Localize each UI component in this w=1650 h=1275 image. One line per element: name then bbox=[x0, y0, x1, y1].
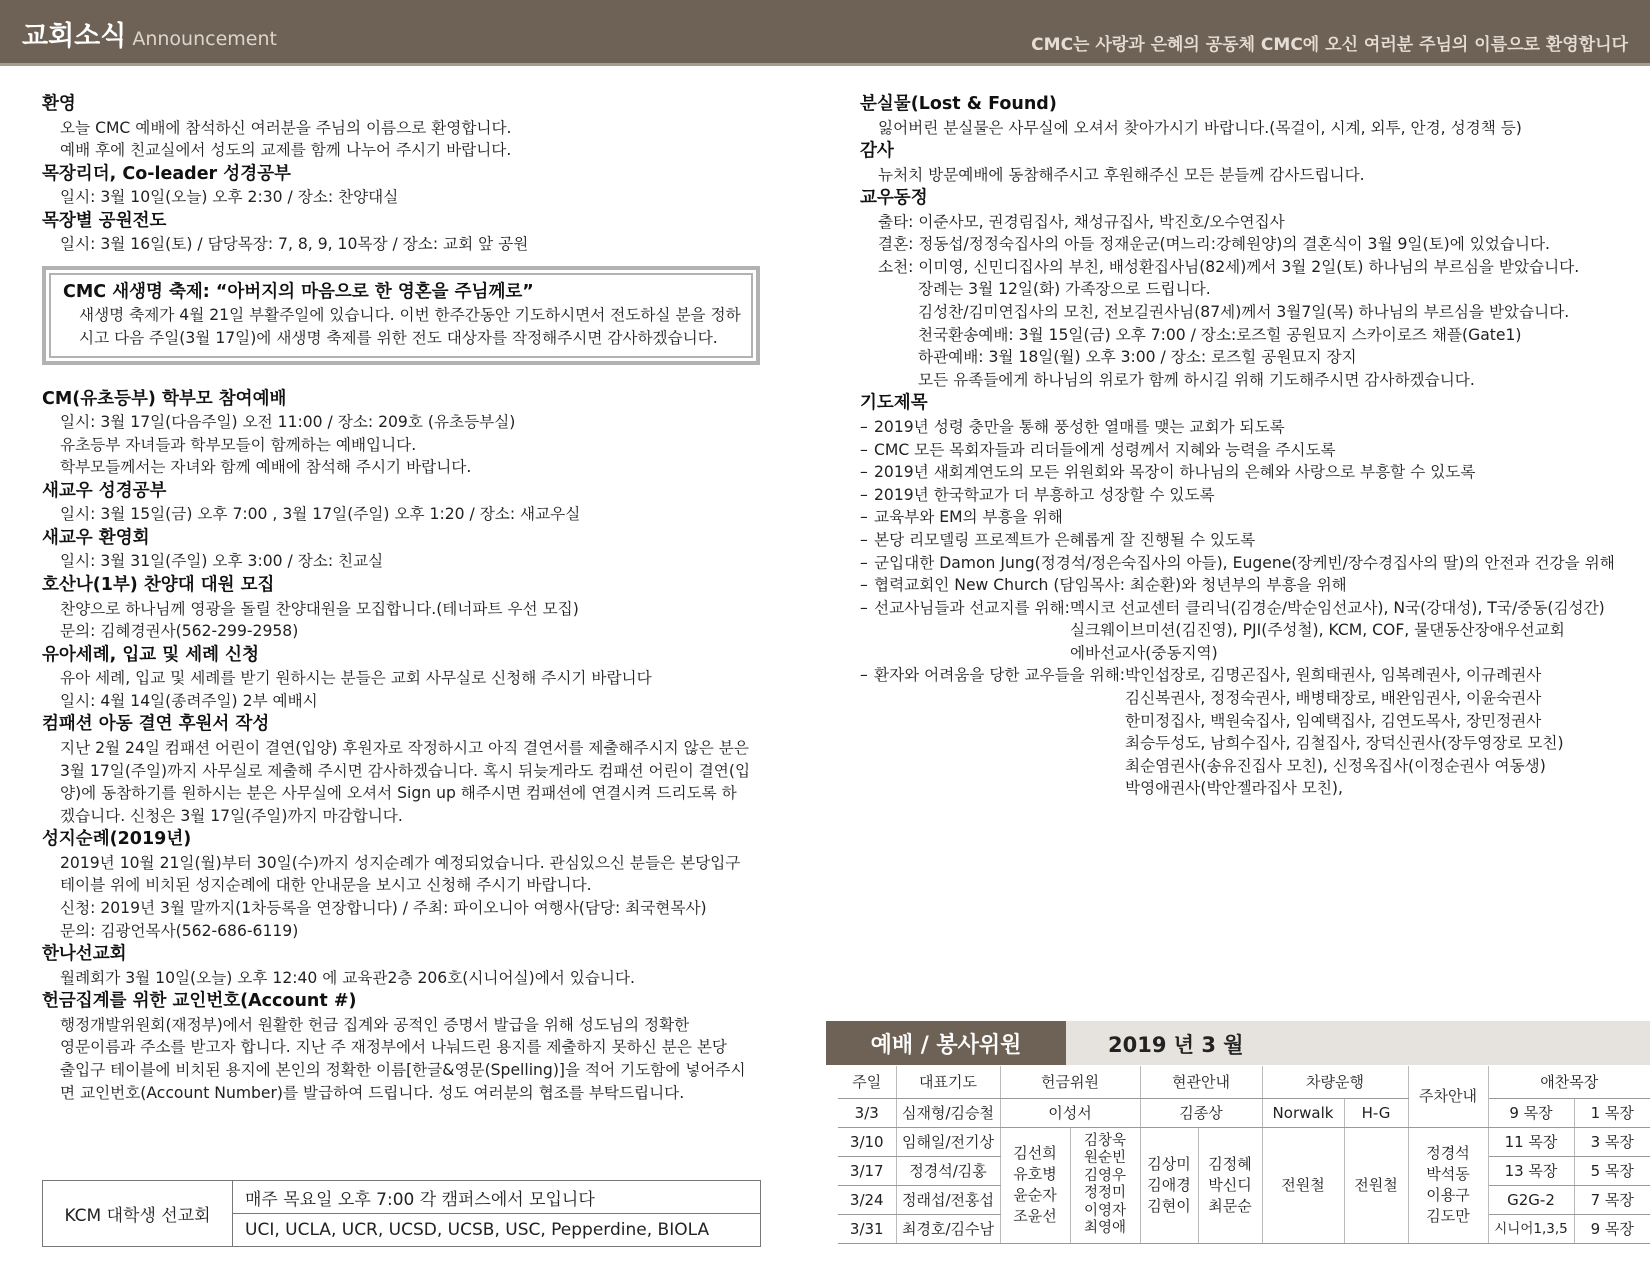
prayer-missions: – 선교사님들과 선교지를 위해: 멕시코 선교센터 클리닉(김경순/박순임선교사), N국(강대성), T국/중동(김성간) 실크웨이브미션(김진영), PJI(주성철), KCM, COF, 물댄동산장애우선교회 에바선교사(중동지역) bbox=[860, 597, 1620, 665]
prayer-item: – CMC 모든 목회자들과 리더들에게 성령께서 지혜와 능력을 주시도록 bbox=[860, 440, 1336, 459]
news-line: 소천: 이미영, 신민디집사의 부친, 배성환집사님(82세)께서 3월 2일(토) 하나님의 부르심을 받았습니다. bbox=[878, 257, 1580, 276]
choir-line: 문의: 김혜경권사(562-299-2958) bbox=[60, 622, 299, 641]
prayer-item: – 본당 리모델링 프로젝트가 은혜롭게 잘 진행될 수 있도록 bbox=[860, 530, 1256, 549]
patients-line: 최순염권사(송유진집사 모친), 신정옥집사(이정순권사 여동생) bbox=[1125, 756, 1546, 775]
news-subline: 하관예배: 3월 18일(월) 오후 3:00 / 장소: 로즈힐 공원묘지 장지 bbox=[918, 348, 1357, 367]
festival-text: 새생명 축제가 4월 21일 부활주일에 있습니다. 이번 한주간동안 기도하시면서 전도하실 분을 정하시고 다음 주일(3월 17일)에 새생명 축제를 위한 전도 대상자를 작정해주시면 감사하겠습니다. bbox=[79, 306, 741, 347]
service-table bbox=[838, 1066, 1650, 1244]
compassion-line: 양)에 동참하기를 원하시는 분은 사무실에 오셔서 Sign up 해주시면 컴패션에 연결시켜 드리도록 하 bbox=[60, 784, 737, 803]
compassion-heading: 컴패션 아동 결연 후원서 작성 bbox=[42, 714, 270, 735]
kcm-schedule: 매주 목요일 오후 7:00 각 캠퍼스에서 모입니다 bbox=[233, 1181, 760, 1214]
col-offering: 헌금위원 bbox=[1000, 1066, 1140, 1098]
row-date: 3/17 bbox=[838, 1156, 896, 1185]
patients-label: 환자와 어려움을 당한 교우들을 위해: bbox=[874, 666, 1126, 685]
account-heading: 헌금집계를 위한 교인번호(Account #) bbox=[42, 991, 357, 1012]
lost-line: 잃어버린 분실물은 사무실에 오셔서 찾아가시기 바랍니다.(목걸이, 시계, 외투, 안경, 성경책 등) bbox=[878, 118, 1522, 137]
news-subline: 장례는 3월 12일(화) 가족장으로 드립니다. bbox=[918, 280, 1211, 299]
missions-line: 멕시코 선교센터 클리닉(김경순/박순임선교사), N국(강대성), T국/중동(김성간) bbox=[1069, 598, 1605, 617]
row-prayer: 임해일/전기상 bbox=[896, 1127, 1000, 1156]
row-offering: 이성서 bbox=[1000, 1098, 1140, 1127]
park-line: 일시: 3월 16일(토) / 담당목장: 7, 8, 9, 10목장 / 장소: 교회 앞 공원 bbox=[60, 235, 529, 254]
account-line: 출입구 테이블에 비치된 용지에 본인의 정확한 이름[한글&영문(Spelling)]을 적어 기도함에 넣어주시 bbox=[60, 1060, 746, 1079]
pilgrimage-line: 2019년 10월 21일(월)부터 30일(수)까지 성지순례가 예정되었습니다. 관심있으신 분들은 본당입구 bbox=[60, 853, 741, 872]
col-prayer: 대표기도 bbox=[896, 1066, 1000, 1098]
row-meal: 9 목장 bbox=[1574, 1214, 1650, 1243]
row-vehicle: H-G bbox=[1344, 1098, 1408, 1127]
news-heading: 교우동정 bbox=[860, 188, 928, 209]
usher-group-b: 김정혜 박신디 최문순 bbox=[1198, 1127, 1262, 1243]
row-meal: G2G-2 bbox=[1488, 1185, 1574, 1214]
patients-line: 최승두성도, 남희수집사, 김철집사, 장덕신권사(장두영장로 모친) bbox=[1125, 734, 1564, 753]
col-meal: 애찬목장 bbox=[1488, 1066, 1650, 1098]
row-vehicle: Norwalk bbox=[1262, 1098, 1344, 1127]
newwelcome-line: 일시: 3월 31일(주일) 오후 3:00 / 장소: 친교실 bbox=[60, 552, 384, 571]
row-date: 3/31 bbox=[838, 1214, 896, 1243]
kcm-label: KCM 대학생 선교회 bbox=[43, 1181, 233, 1246]
usher-group-a: 김상미 김애경 김현이 bbox=[1140, 1127, 1198, 1243]
news-subline: 천국환송예배: 3월 15일(금) 오후 7:00 / 장소:로즈힐 공원묘지 스카이로즈 채플(Gate1) bbox=[918, 325, 1522, 344]
baptism-line: 유아 세례, 입교 및 세례를 받기 원하시는 분들은 교회 사무실로 신청해 주시기 바랍니다 bbox=[60, 669, 652, 688]
leaders-line: 일시: 3월 10일(오늘) 오후 2:30 / 장소: 찬양대실 bbox=[60, 188, 399, 207]
row-prayer: 정래섭/전홍섭 bbox=[896, 1185, 1000, 1214]
compassion-line: 겠습니다. 신청은 3월 17일(주일)까지 마감합니다. bbox=[60, 806, 403, 825]
parents-line: 학부모들께서는 자녀와 함께 예배에 참석해 주시기 바랍니다. bbox=[60, 458, 472, 477]
row-prayer: 심재형/김승철 bbox=[896, 1098, 1000, 1127]
row-prayer: 최경호/김수남 bbox=[896, 1214, 1000, 1243]
hannah-line: 월례회가 3월 10일(오늘) 오후 12:40 에 교육관2층 206호(시니어실)에서 있습니다. bbox=[60, 968, 635, 987]
news-subline: 모든 유족들에게 하나님의 위로가 함께 하시길 위해 기도해주시면 감사하겠습니다. bbox=[918, 370, 1475, 389]
parents-line: 일시: 3월 17일(다음주일) 오전 11:00 / 장소: 209호 (유초등부실) bbox=[60, 413, 516, 432]
header-bar bbox=[0, 0, 1650, 66]
festival-box bbox=[42, 266, 760, 365]
patients-line: 박영애권사(박안젤라집사 모친), bbox=[1125, 779, 1343, 798]
baptism-line: 일시: 4월 14일(종려주일) 2부 예배시 bbox=[60, 691, 318, 710]
row-meal: 시니어1,3,5 bbox=[1488, 1214, 1574, 1243]
row-date: 3/24 bbox=[838, 1185, 896, 1214]
left-column bbox=[42, 92, 762, 1104]
offering-group-a: 김선희 유호병 윤순자 조윤선 bbox=[1000, 1127, 1070, 1243]
table-row bbox=[838, 1098, 1650, 1127]
parents-line: 유초등부 자녀들과 학부모들이 함께하는 예배입니다. bbox=[60, 435, 417, 454]
choir-line: 찬양으로 하나님께 영광을 돌릴 찬양대원을 모집합니다.(테너파트 우선 모집) bbox=[60, 599, 579, 618]
row-date: 3/10 bbox=[838, 1127, 896, 1156]
vehicle-group-a: 전원철 bbox=[1262, 1127, 1344, 1243]
pilgrimage-line: 문의: 김광언목사(562-686-6119) bbox=[60, 921, 299, 940]
prayer-item: – 협력교회인 New Church (담임목사: 최순환)와 청년부의 부흥을 위해 bbox=[860, 576, 1347, 595]
hannah-heading: 한나선교회 bbox=[42, 944, 127, 965]
row-meal: 9 목장 bbox=[1488, 1098, 1574, 1127]
prayer-heading: 기도제목 bbox=[860, 393, 928, 414]
col-vehicle: 차량운행 bbox=[1262, 1066, 1408, 1098]
missions-line: 실크웨이브미션(김진영), PJI(주성철), KCM, COF, 물댄동산장애우선교회 bbox=[1069, 621, 1565, 640]
park-heading: 목장별 공원전도 bbox=[42, 210, 167, 231]
right-column bbox=[860, 92, 1620, 800]
pilgrimage-heading: 성지순례(2019년) bbox=[42, 829, 192, 850]
choir-heading: 호산나(1부) 찬양대 대원 모집 bbox=[42, 575, 275, 596]
welcome-line: 오늘 CMC 예배에 참석하신 여러분을 주님의 이름으로 환영합니다. bbox=[60, 118, 512, 137]
news-line: 결혼: 정동섭/정정숙집사의 아들 정재운군(며느리:강혜원양)의 결혼식이 3월 9일(토)에 있었습니다. bbox=[878, 235, 1551, 254]
offering-group-b: 김창욱 원순빈 김영우 정정미 이영자 최영애 bbox=[1070, 1127, 1140, 1243]
row-prayer: 정경석/김홍 bbox=[896, 1156, 1000, 1185]
prayer-item: – 2019년 한국학교가 더 부흥하고 성장할 수 있도록 bbox=[860, 485, 1215, 504]
festival-heading: CMC 새생명 축제: “아버지의 마음으로 한 영혼을 주님께로” bbox=[63, 281, 534, 302]
compassion-line: 3월 17일(주일)까지 사무실로 제출해 주시면 감사하겠습니다. 혹시 뒤늦게라도 컴패션 어린이 결연(입 bbox=[60, 761, 751, 780]
patients-line: 박인섭장로, 김명곤집사, 원희태권사, 임복례권사, 이규례권사 bbox=[1125, 666, 1542, 685]
row-meal: 13 목장 bbox=[1488, 1156, 1574, 1185]
service-header bbox=[826, 1021, 1650, 1065]
thanks-heading: 감사 bbox=[860, 141, 894, 162]
kcm-campuses: UCI, UCLA, UCR, UCSD, UCSB, USC, Pepperdine, BIOLA bbox=[245, 1220, 710, 1240]
compassion-line: 지난 2월 24일 컴패션 어린이 결연(입양) 후원자로 작정하시고 아직 결연서를 제출해주시지 않은 분은 bbox=[60, 738, 749, 757]
header-subtitle: Announcement bbox=[132, 28, 277, 50]
pilgrimage-line: 신청: 2019년 3월 말까지(1차등록을 연장합니다) / 주최: 파이오니아 여행사(담당: 최국현목사) bbox=[60, 898, 707, 917]
patients-line: 김신복권사, 정정숙권사, 배병태장로, 배완임권사, 이윤숙권사 bbox=[1125, 689, 1542, 708]
col-parking: 주차안내 bbox=[1408, 1066, 1488, 1127]
prayer-item: – 2019년 성령 충만을 통해 풍성한 열매를 맺는 교회가 되도록 bbox=[860, 417, 1285, 436]
thanks-line: 뉴처치 방문예배에 동참해주시고 후원해주신 모든 분들께 감사드립니다. bbox=[878, 165, 1365, 184]
missions-label: 선교사님들과 선교지를 위해: bbox=[874, 598, 1070, 617]
vehicle-group-b: 전원철 bbox=[1344, 1127, 1408, 1243]
table-header-row bbox=[838, 1066, 1650, 1098]
account-line: 영문이름과 주소를 받고자 합니다. 지난 주 재정부에서 나눠드린 용지를 제출하지 못하신 분은 본당 bbox=[60, 1038, 727, 1057]
patients-line: 한미정집사, 백원숙집사, 임예택집사, 김연도목사, 장민정권사 bbox=[1125, 711, 1542, 730]
leaders-heading: 목장리더, Co-leader 성경공부 bbox=[42, 163, 291, 184]
parents-heading: CM(유초등부) 학부모 참여예배 bbox=[42, 388, 287, 409]
prayer-item: – 교육부와 EM의 부흥을 위해 bbox=[860, 508, 1063, 527]
news-line: 출타: 이준사모, 권경림집사, 채성규집사, 박진호/오수연집사 bbox=[878, 212, 1285, 231]
pilgrimage-line: 테이블 위에 비치된 성지순례에 대한 안내문을 보시고 신청해 주시기 바랍니다. bbox=[60, 876, 592, 895]
row-meal: 3 목장 bbox=[1574, 1127, 1650, 1156]
header-title: 교회소식 Announcement bbox=[22, 21, 277, 52]
lost-heading: 분실물(Lost & Found) bbox=[860, 94, 1057, 114]
col-usher: 현관안내 bbox=[1140, 1066, 1262, 1098]
row-usher: 김종상 bbox=[1140, 1098, 1262, 1127]
prayer-item: – 군입대한 Damon Jung(정경석/정은숙집사의 아들), Eugene(장케빈/장수경집사의 딸)의 안전과 건강을 위해 bbox=[860, 553, 1615, 572]
row-meal: 1 목장 bbox=[1574, 1098, 1650, 1127]
welcome-heading: 환영 bbox=[42, 94, 76, 114]
col-sunday: 주일 bbox=[838, 1066, 896, 1098]
row-meal: 5 목장 bbox=[1574, 1156, 1650, 1185]
service-tab: 예배 / 봉사위원 bbox=[826, 1021, 1066, 1065]
news-subline: 김성찬/김미연집사의 모친, 전보길권사님(87세)께서 3월7일(목) 하나님의 부르심을 받았습니다. bbox=[918, 303, 1570, 322]
row-meal: 11 목장 bbox=[1488, 1127, 1574, 1156]
welcome-line: 예배 후에 친교실에서 성도의 교제를 함께 나누어 주시기 바랍니다. bbox=[60, 141, 512, 160]
table-row bbox=[838, 1127, 1650, 1156]
header-welcome: CMC는 사랑과 은혜의 공동체 CMC에 오신 여러분 주님의 이름으로 환영합니다 bbox=[1031, 35, 1628, 55]
newbible-heading: 새교우 성경공부 bbox=[42, 480, 167, 501]
row-meal: 7 목장 bbox=[1574, 1185, 1650, 1214]
row-date: 3/3 bbox=[838, 1098, 896, 1127]
prayer-patients: – 환자와 어려움을 당한 교우들을 위해: 박인섭장로, 김명곤집사, 원희태권사, 임복례권사, 이규례권사 김신복권사, 정정숙권사, 배병태장로, 배완임권사, 이윤숙권사 한미정집사, 백원숙집사, 임예택집사, 김연도목사, 장민정권사 최승두성도, 남희수집사, 김철집사, 장덕신권사(장두영장로 모친) 최순염권사(송유진집사 모친), 신정옥집사(이정순권사 여동생) 박영애권사(박안젤라집사 모친), bbox=[860, 664, 1620, 800]
service-date: 2019 년 3 월 bbox=[1108, 1033, 1244, 1057]
baptism-heading: 유아세례, 입교 및 세례 신청 bbox=[42, 644, 259, 665]
account-line: 행정개발위원회(재정부)에서 원활한 헌금 집계와 공적인 증명서 발급을 위해 성도님의 정확한 bbox=[60, 1015, 690, 1034]
kcm-box bbox=[42, 1180, 761, 1247]
newwelcome-heading: 새교우 환영회 bbox=[42, 527, 150, 548]
missions-line: 에바선교사(중동지역) bbox=[1069, 643, 1218, 662]
prayer-item: – 2019년 새회계연도의 모든 위원회와 목장이 하나님의 은혜와 사랑으로 부흥할 수 있도록 bbox=[860, 463, 1476, 482]
newbible-line: 일시: 3월 15일(금) 오후 7:00 , 3월 17일(주일) 오후 1:20 / 장소: 새교우실 bbox=[60, 505, 581, 524]
parking-group: 정경석 박석동 이용구 김도만 bbox=[1408, 1127, 1488, 1243]
account-line: 면 교인번호(Account Number)를 발급하여 드립니다. 성도 여러분의 협조를 부탁드립니다. bbox=[60, 1083, 685, 1102]
